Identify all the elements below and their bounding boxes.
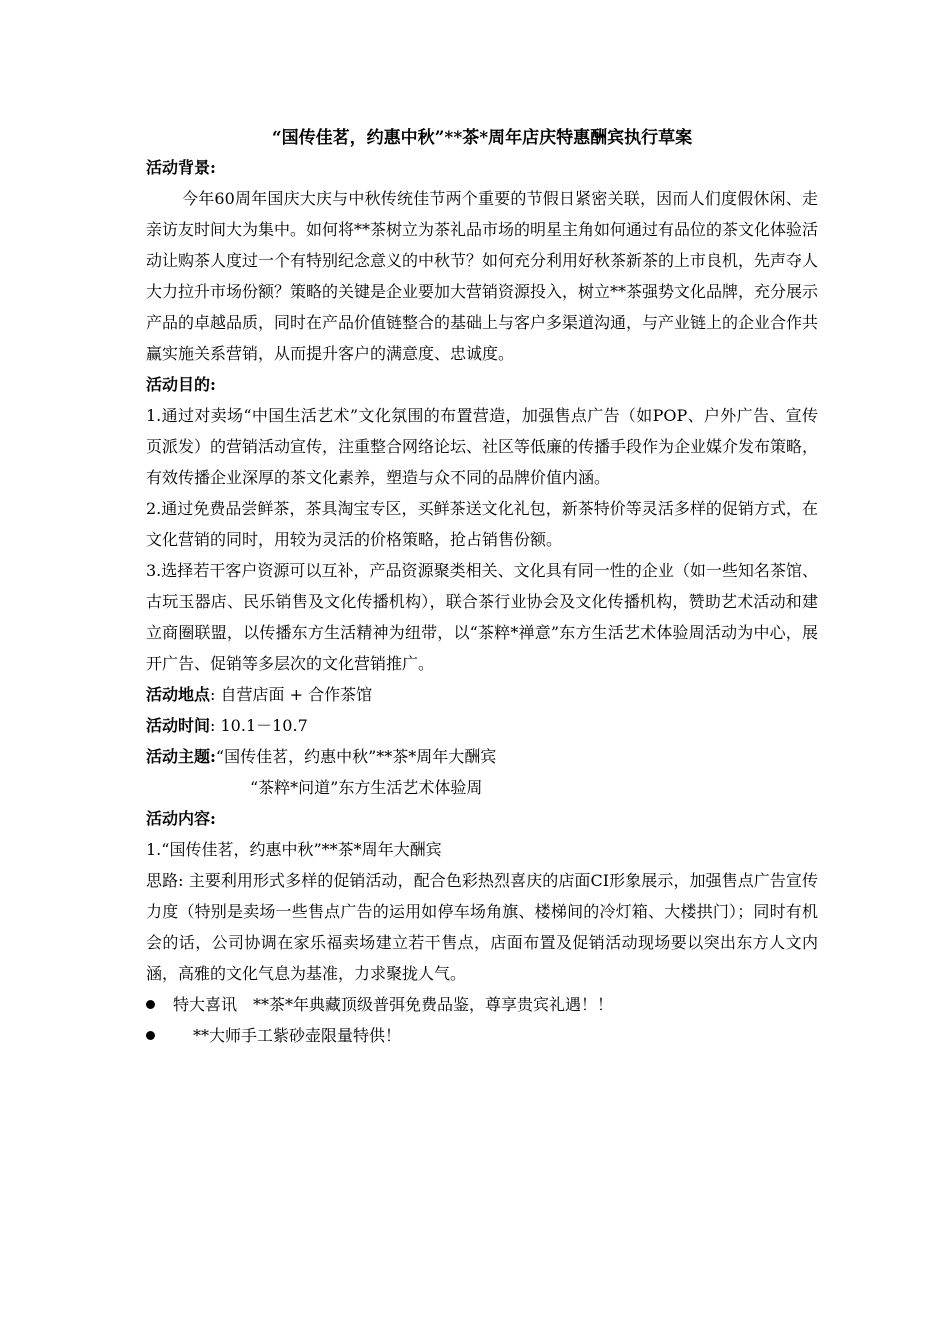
- theme-label: 活动主题:: [146, 747, 216, 766]
- purpose-item-1: 1.通过对卖场“中国生活艺术”文化氛围的布置营造，加强售点广告（如POP、户外广告、宣传页派发）的营销活动宣传，注重整合网络论坛、社区等低廉的传播手段作为企业媒介发布策略，有效传播企业深厚的茶文化素养，塑造与众不同的品牌价值内涵。: [146, 406, 819, 487]
- theme-row: [146, 741, 818, 772]
- time-value: : 10.1－10.7: [210, 716, 308, 735]
- bullet-dot-icon: [146, 1031, 155, 1040]
- location-row: [146, 679, 818, 710]
- content-heading: 活动内容:: [146, 809, 216, 828]
- theme-line-1: “国传佳茗，约惠中秋”**茶*周年大酬宾: [215, 747, 497, 766]
- document-title: “国传佳茗，约惠中秋”**茶*周年店庆特惠酬宾执行草案: [271, 128, 693, 148]
- theme-line-2: “茶粹*问道”东方生活艺术体验周: [250, 778, 483, 797]
- background-paragraph: 今年60周年国庆大庆与中秋传统佳节两个重要的节假日紧密关联，因而人们度假休闲、走亲访友时间大为集中。如何将**茶树立为茶礼品市场的明星主角如何通过有品位的茶文化体验活动让购茶人度过一个有特别纪念意义的中秋节？如何充分利用好秋茶新茶的上市良机，先声夺人大力拉升市场份额？策略的关键是企业要加大营销资源投入，树立**茶强势文化品牌，充分展示产品的卓越品质，同时在产品价值链整合的基础上与客户多渠道沟通，与产业链上的企业合作共赢实施关系营销，从而提升客户的满意度、忠诚度。: [146, 189, 819, 363]
- bullet-text-1: 特大喜讯 **茶*年典藏顶级普弭免费品鉴，尊享贵宾礼遇！！: [173, 995, 614, 1014]
- time-row: [146, 710, 818, 741]
- content-item-1-title: 1.“国传佳茗，约惠中秋”**茶*周年大酬宾: [146, 840, 442, 859]
- bullet-text-2: **大师手工紫砂壶限量特供！: [193, 1026, 402, 1045]
- purpose-item-3: 3.选择若干客户资源可以互补，产品资源聚类相关、文化具有同一性的企业（如一些知名茶馆、古玩玉器店、民乐销售及文化传播机构），联合茶行业协会及文化传播机构，赞助艺术活动和建立商圈联盟，以传播东方生活精神为纽带，以“茶粹*禅意”东方生活艺术体验周活动为中心，展开广告、促销等多层次的文化营销推广。: [146, 561, 818, 673]
- content-idea: 思路: 主要利用形式多样的促销活动，配合色彩热烈喜庆的店面CI形象展示，加强售点广告宣传力度（特别是卖场一些售点广告的运用如停车场角旗、楼梯间的冷灯箱、大楼拱门）；同时有机会的话，公司协调在家乐福卖场建立若干售点，店面布置及促销活动现场要以突出东方人文内涵，高雅的文化气息为基准，力求聚拢人气。: [146, 871, 818, 983]
- location-label: 活动地点: [146, 685, 211, 704]
- document-body: [146, 152, 818, 1051]
- purpose-heading: 活动目的:: [146, 375, 216, 394]
- purpose-item-2: 2.通过免费品尝鲜茶，茶具淘宝专区，买鲜茶送文化礼包，新茶特价等灵活多样的促销方式，在文化营销的同时，用较为灵活的价格策略，抢占销售份额。: [146, 499, 818, 549]
- location-value: : 自营店面 + 合作茶馆: [210, 685, 373, 704]
- bullet-item-2: [146, 1020, 818, 1051]
- bullet-dot-icon: [146, 1000, 155, 1009]
- background-heading: 活动背景:: [146, 158, 216, 177]
- time-label: 活动时间: [146, 716, 211, 735]
- bullet-item-1: [146, 989, 818, 1020]
